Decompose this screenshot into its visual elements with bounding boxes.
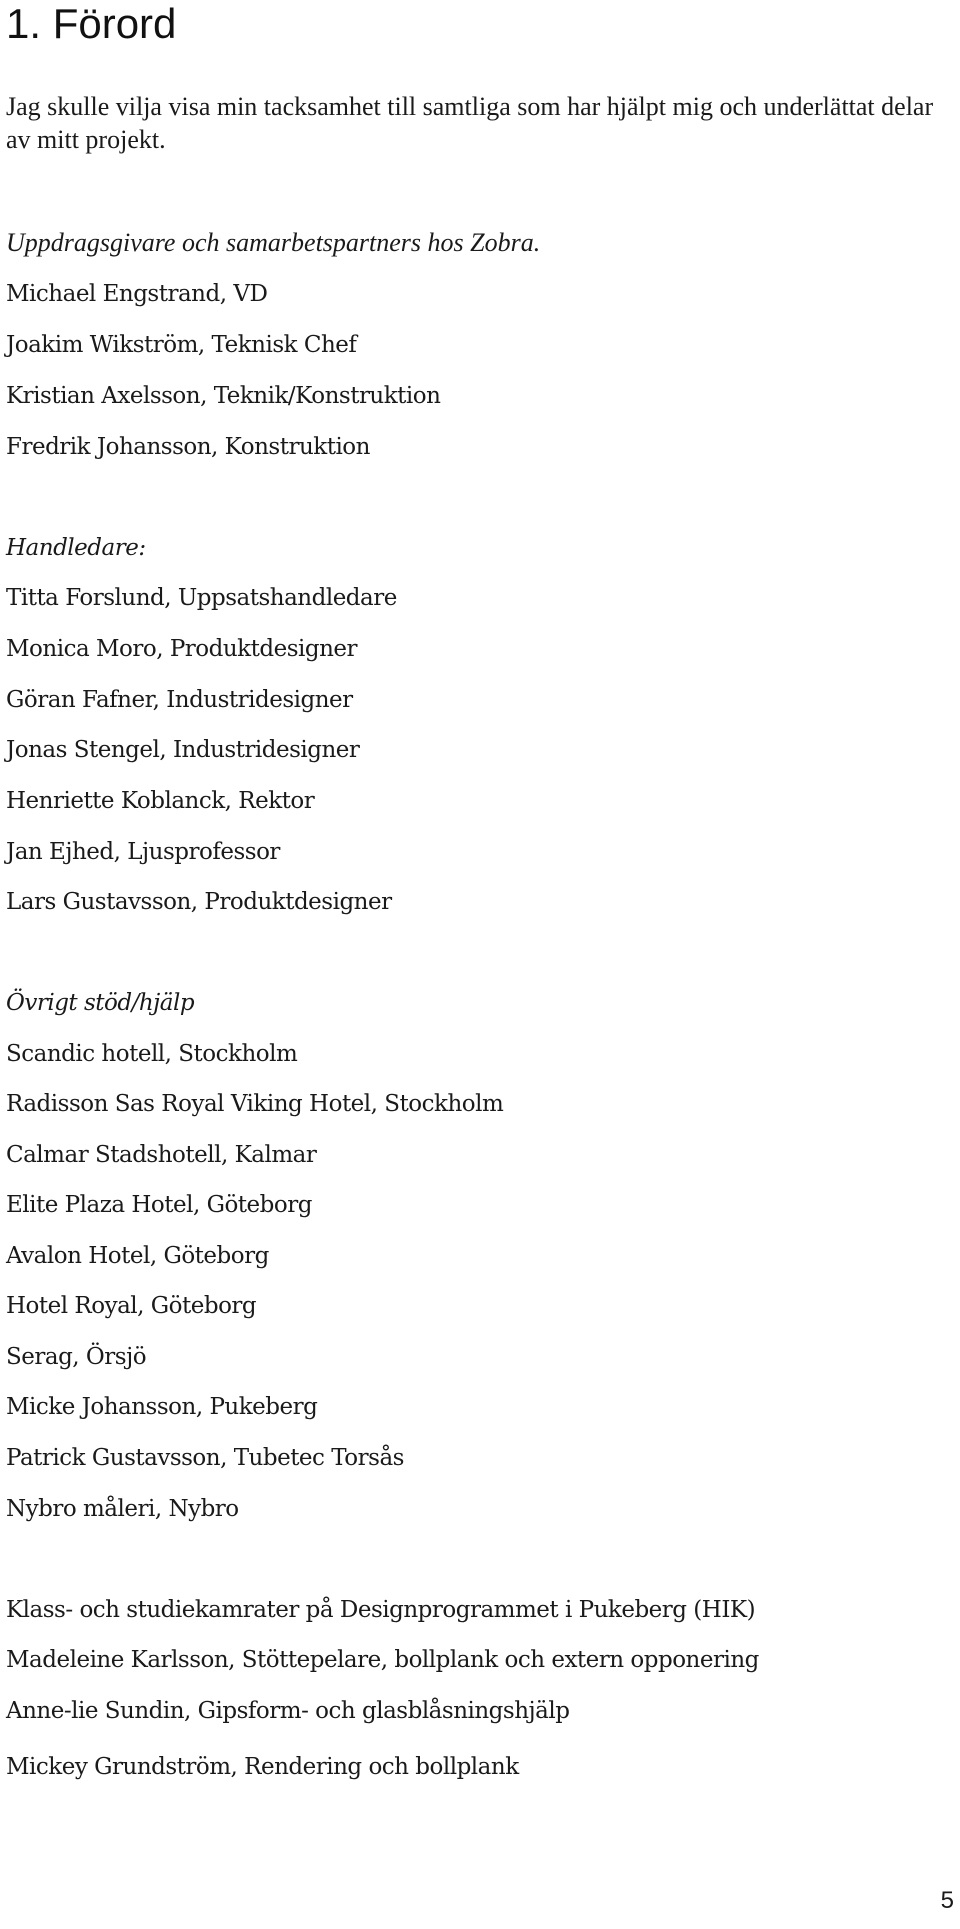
list-item: Patrick Gustavsson, Tubetec Torsås bbox=[6, 1445, 404, 1471]
page-title: 1. Förord bbox=[6, 0, 177, 47]
list-item: Lars Gustavsson, Produktdesigner bbox=[6, 889, 392, 915]
list-item: Titta Forslund, Uppsatshandledare bbox=[6, 585, 397, 611]
page-number: 5 bbox=[940, 1887, 954, 1914]
section-title-supervisors: Handledare: bbox=[6, 535, 146, 561]
list-item: Mickey Grundström, Rendering och bollplank bbox=[6, 1754, 519, 1780]
intro-paragraph: Jag skulle vilja visa min tacksamhet till samtliga som har hjälpt mig och underlättat delar av mitt projekt. bbox=[6, 92, 934, 154]
list-item: Scandic hotell, Stockholm bbox=[6, 1041, 298, 1067]
list-item: Henriette Koblanck, Rektor bbox=[6, 788, 315, 814]
list-item: Jan Ejhed, Ljusprofessor bbox=[6, 839, 280, 865]
list-item: Fredrik Johansson, Konstruktion bbox=[6, 434, 370, 460]
section-title-classmates: Klass- och studiekamrater på Designprogrammet i Pukeberg (HIK) bbox=[6, 1597, 756, 1623]
section-title-clients: Uppdragsgivare och samarbetspartners hos Zobra. bbox=[6, 228, 541, 257]
list-item: Hotel Royal, Göteborg bbox=[6, 1293, 257, 1319]
list-item: Micke Johansson, Pukeberg bbox=[6, 1394, 318, 1420]
list-item: Serag, Örsjö bbox=[6, 1344, 147, 1370]
list-item: Monica Moro, Produktdesigner bbox=[6, 636, 358, 662]
list-item: Kristian Axelsson, Teknik/Konstruktion bbox=[6, 383, 441, 409]
section-title-other: Övrigt stöd/hjälp bbox=[6, 990, 195, 1016]
list-item: Calmar Stadshotell, Kalmar bbox=[6, 1142, 317, 1168]
list-item: Göran Fafner, Industridesigner bbox=[6, 687, 353, 713]
list-item: Elite Plaza Hotel, Göteborg bbox=[6, 1192, 312, 1218]
list-item: Michael Engstrand, VD bbox=[6, 281, 268, 307]
list-item: Anne-lie Sundin, Gipsform- och glasblåsningshjälp bbox=[6, 1698, 570, 1724]
list-item: Avalon Hotel, Göteborg bbox=[6, 1243, 269, 1269]
list-item: Joakim Wikström, Teknisk Chef bbox=[6, 332, 357, 358]
list-item: Jonas Stengel, Industridesigner bbox=[6, 737, 360, 763]
list-item: Nybro måleri, Nybro bbox=[6, 1496, 239, 1522]
list-item: Radisson Sas Royal Viking Hotel, Stockholm bbox=[6, 1091, 504, 1117]
list-item: Madeleine Karlsson, Stöttepelare, bollplank och extern opponering bbox=[6, 1647, 759, 1673]
